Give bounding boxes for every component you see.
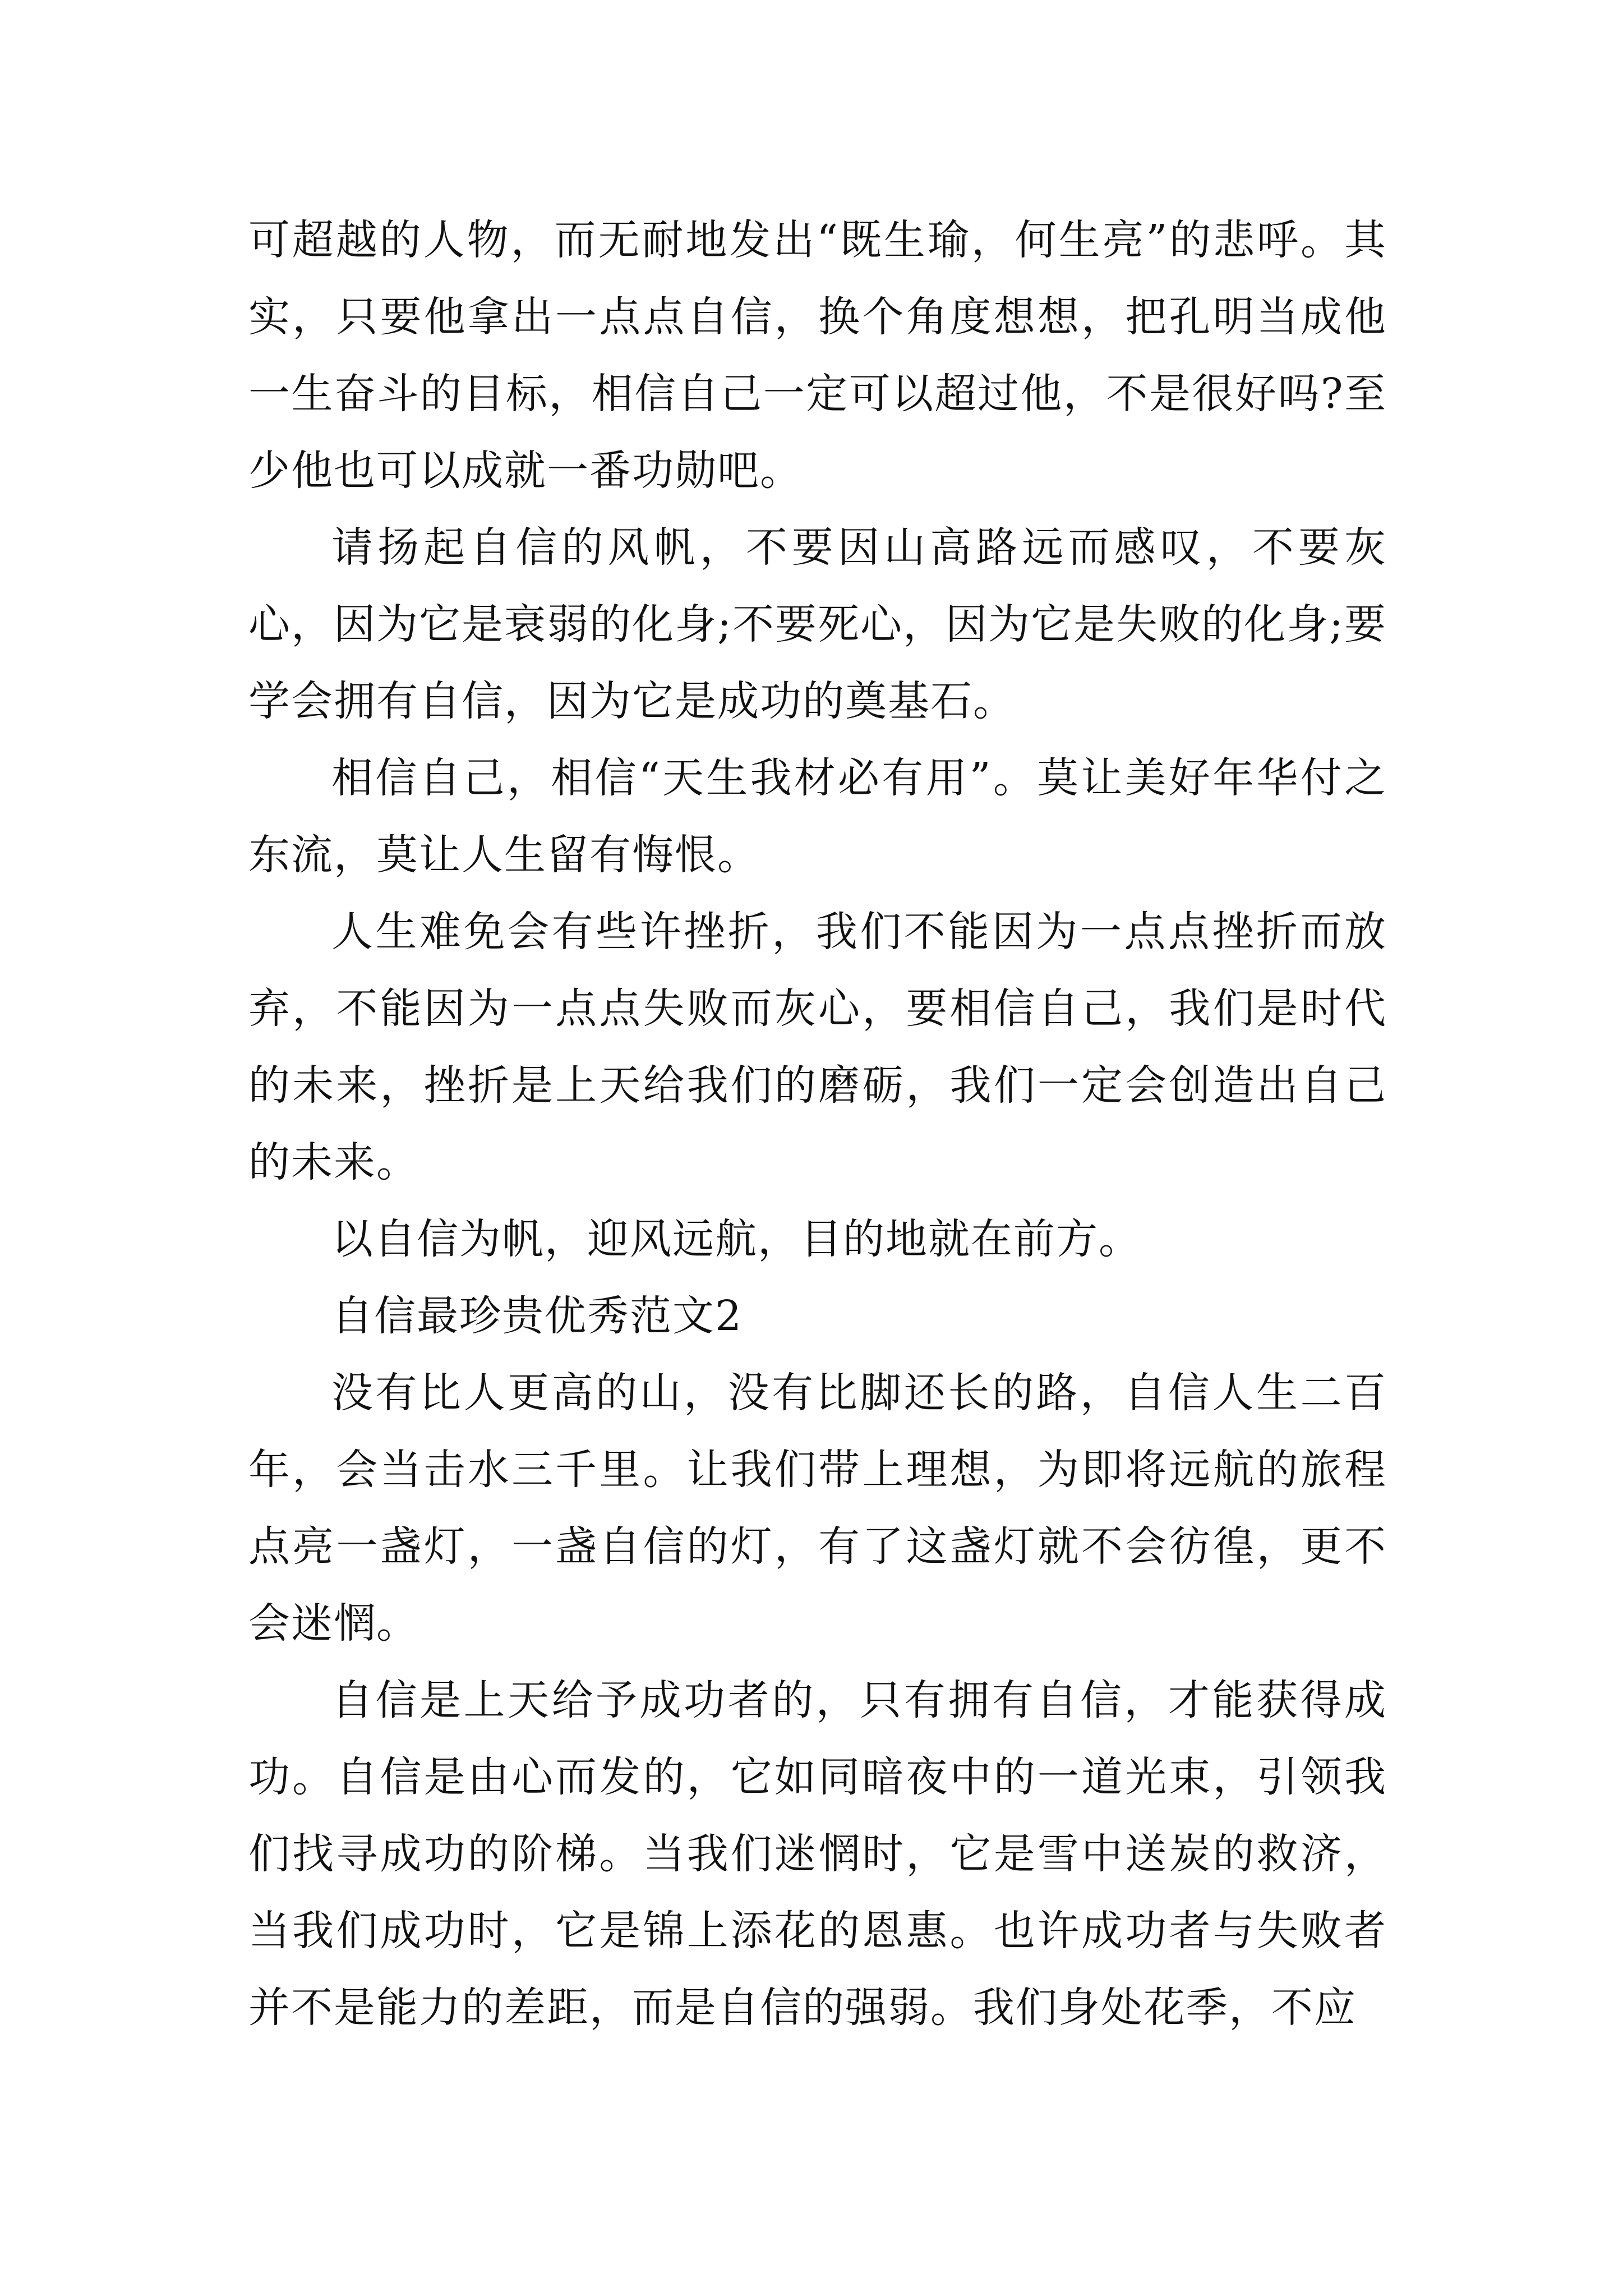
paragraph: 相信自己，相信“天生我材必有用”。莫让美好年华付之东流，莫让人生留有悔恨。 (248, 754, 1387, 879)
document-body (248, 202, 1387, 2046)
paragraph: 以自信为帆，迎风远航，目的地就在前方。 (331, 1215, 1141, 1263)
paragraph: 请扬起自信的风帆，不要因山高路远而感叹，不要灰心，因为它是衰弱的化身;不要死心，因为它是失败的化身;要学会拥有自信，因为它是成功的奠基石。 (248, 523, 1387, 725)
paragraph: 自信是上天给予成功者的，只有拥有自信，才能获得成功。自信是由心而发的，它如同暗夜中的一道光束，引领我们找寻成功的阶梯。当我们迷惘时，它是雪中送炭的救济，当我们成功时，它是锦上添花的恩惠。也许成功者与失败者并不是能力的差距，而是自信的强弱。我们身处花季，不应 (248, 1676, 1387, 2032)
section-title: 自信最珍贵优秀范文2 (331, 1292, 743, 1340)
paragraph: 人生难免会有些许挫折，我们不能因为一点点挫折而放弃，不能因为一点点失败而灰心，要相信自己，我们是时代的未来，挫折是上天给我们的磨砺，我们一定会创造出自己的未来。 (248, 908, 1387, 1186)
paragraph: 没有比人更高的山，没有比脚还长的路，自信人生二百年，会当击水三千里。让我们带上理想，为即将远航的旅程点亮一盏灯，一盏自信的灯，有了这盏灯就不会彷徨，更不会迷惘。 (248, 1369, 1387, 1648)
paragraph-continued: 可超越的人物，而无耐地发出“既生瑜，何生亮”的悲呼。其实，只要他拿出一点点自信，换个角度想想，把孔明当成他一生奋斗的目标，相信自己一定可以超过他，不是很好吗?至少他也可以成就一番功勋吧。 (248, 216, 1387, 495)
